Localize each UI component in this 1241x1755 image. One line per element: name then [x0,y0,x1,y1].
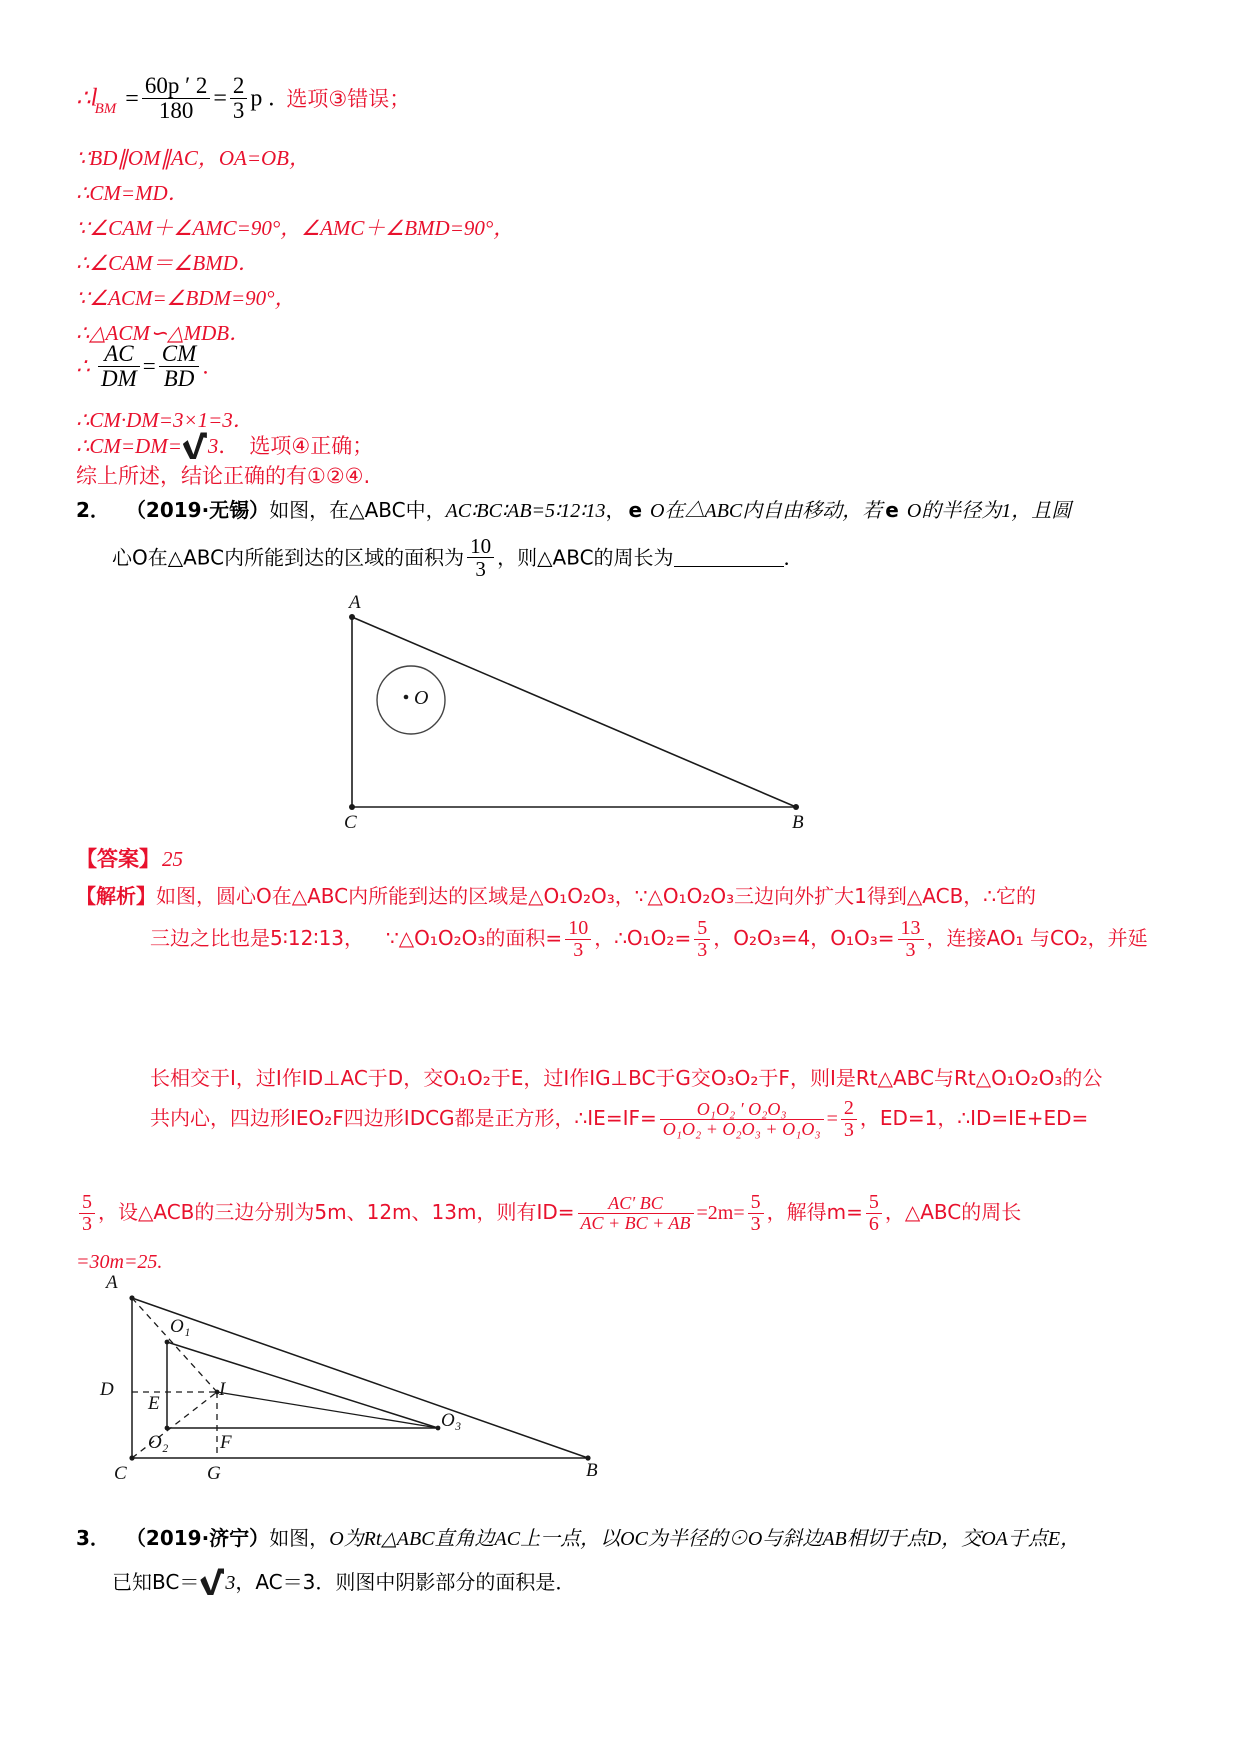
figure-2-label-F: F [220,1432,232,1453]
vertex-dot-C [349,804,355,810]
circle-symbol-icon-2: e [885,498,899,522]
figure-2-container [90,1272,650,1484]
figure-1-label-A: A [349,592,361,613]
fraction-numerator: AC [98,342,140,367]
vertex-dot-A [129,1295,134,1300]
equals-sign: = [142,353,156,379]
fraction-denominator: 6 [868,1213,879,1235]
period-mark: ． [202,354,224,379]
figure-2-svg [90,1280,650,1480]
vertex-dot-O2 [165,1426,170,1431]
problem-2-comma: ， [605,498,626,522]
problem-2-line-2 [112,535,804,580]
arc-symbol-l: l [90,84,98,112]
explanation-line-2 [150,918,1148,961]
fraction-numerator: 5 [748,1192,764,1214]
fraction-numerator: 60p ′ 2 [142,74,211,99]
vertex-dot-A [349,614,355,620]
equals-sign-1: = [125,85,139,112]
circle-center-dot-O [404,695,409,700]
fraction-5-over-3-O1O2 [694,918,710,961]
proof-line-1: ∵BD∥OM∥AC，OA=OB， [76,146,311,170]
fraction-denominator: BD [163,366,195,392]
explanation-line5-b: =2m= [696,1202,745,1224]
fraction-numerator: 2 [230,74,248,99]
fraction-denominator: 3 [573,939,584,961]
figure-1-label-B: B [792,812,804,833]
segment-O1O3 [167,1342,438,1428]
problem-3-source: （2019·济宁） [135,1526,270,1550]
fraction-numerator: O₁O₂ ′ O₂O₃ [660,1100,824,1120]
dashed-line-CO2-extended-I [132,1392,217,1458]
explanation-line4-a: 共内心，四边形IEO₂F四边形IDCG都是正方形，∴IE=IF= [150,1106,657,1130]
figure-2-label-O2: O₂ [148,1432,169,1453]
cm-dm-sqrt3-line [76,432,373,460]
radicand-3: 3 [207,434,219,458]
vertex-dot-B [793,804,799,810]
fraction-2-over-3 [230,74,248,123]
problem-3-text-part2: O为Rt△ABC直角边AC上一点，以OC为半径的⊙O与斜边AB相切于点D，交OA于点E， [329,1528,1081,1550]
fraction-IE-IF-expression [660,1100,824,1139]
explanation-line4-c: ，ED=1，∴ID=IE+ED= [859,1106,1089,1130]
problem-3-line2-b: ，AC＝3．则图中阴影部分的面积是． [235,1570,576,1594]
option-4-correct-comment: 选项④正确； [249,434,374,458]
explanation-line5-a: ，设△ACB的三边分别为5m、12m、13m，则有ID= [98,1200,575,1224]
figure-2-label-E: E [148,1393,160,1414]
figure-2-label-C: C [114,1463,127,1484]
arc-subscript-BM: BM [94,100,117,117]
fraction-denominator: 3 [82,1213,92,1235]
proof-line-4: ∴∠CAM＝∠BMD． [76,251,259,275]
explanation-line2-e: ，连接AO₁ 与CO₂，并延 [926,926,1148,950]
proof-line-6: ∴△ACM∽△MDB． [76,321,251,345]
segment-I-to-O3 [217,1392,438,1428]
vertex-dot-O3 [436,1426,441,1431]
fraction-denominator: 3 [232,98,245,124]
explanation-line2-d: ，O₂O₃=4，O₁O₃= [713,926,895,950]
explanation-line2-b: ∵△O₁O₂O₃的面积= [386,926,563,950]
figure-1-svg [300,590,860,850]
circle-symbol-icon-1: e [628,498,643,522]
fraction-denominator: 3 [905,939,916,961]
fraction-numerator: AC′ BC [578,1194,694,1214]
equals-sign-2: = [213,85,227,112]
explanation-line-1 [76,886,1036,907]
explanation-line-3: 长相交于I，过I作ID⊥AC于D，交O₁O₂于E，过I作IG⊥BC于G交O₃O₂于F，则I是Rt△ABC与Rt△O₁O₂O₃的公 [150,1066,1103,1090]
figure-1-container [300,590,860,850]
fraction-10-over-3 [467,535,494,580]
answer-label: 【答案】 [76,847,160,871]
answer-blank-field[interactable] [674,546,784,567]
figure-2-label-A: A [106,1272,118,1293]
explanation-line-6: =30m=25. [76,1251,163,1273]
figure-2-label-O3: O₃ [441,1410,462,1431]
segment-AB-outer [132,1298,588,1458]
similar-triangles-ratio-line [76,342,223,391]
fraction-denominator: 3 [843,1119,854,1141]
option-3-wrong-comment: 选项③错误； [286,86,411,111]
figure-2-label-I: I [219,1379,226,1400]
explanation-text-line1: 如图，圆心O在△ABC内所能到达的区域是△O₁O₂O₃，∵△O₁O₂O₃三边向外扩大1得到△ACB，∴它的 [156,884,1037,908]
answer-line [76,849,183,870]
problem-2-line2-part2: ，则△ABC的周长为 [497,545,674,570]
arc-length-formula-line [76,74,410,123]
fraction-10-over-3-area [565,918,591,961]
fraction-60pi-2-over-180 [142,74,211,123]
fraction-denominator: 3 [697,939,708,961]
fraction-13-over-3-O1O3 [898,918,924,961]
cm-dm-prefix: ∴CM=DM= [76,434,182,458]
explanation-line4-equals: = [826,1108,838,1130]
problem-3-line-1 [76,1528,1080,1549]
explanation-line2-a: 三边之比也是5∶12∶13， [150,926,365,950]
figure-2-label-D: D [100,1379,114,1400]
problem-2-text-part1: 如图，在△ABC中， [269,498,446,522]
explanation-line5-c: ，解得m= [766,1200,863,1224]
proof-line-3: ∵∠CAM＋∠AMC=90°，∠AMC＋∠BMD=90°， [76,216,515,240]
fraction-denominator: 3 [475,557,486,582]
fraction-denominator: DM [101,366,137,392]
explanation-line5-d: ，△ABC的周长 [884,1200,1022,1224]
problem-3-text-part1: 如图， [269,1526,330,1550]
fraction-denominator: 180 [158,98,194,124]
problem-2-number: 2． [76,498,110,522]
figure-2-label-G: G [207,1463,221,1484]
problem-3-radicand: 3 [225,1572,236,1594]
problem-2-source: （2019·无锡） [135,498,270,522]
problem-2-line2-end: ． [783,545,804,570]
vertex-dot-C [129,1455,134,1460]
fraction-numerator: 5 [79,1192,95,1214]
problem-2-ratio: AC∶BC∶AB=5∶12∶13 [445,500,606,522]
problem-2-text-part3: O在△ABC内自由移动，若 [645,500,883,522]
problem-3-line-2 [112,1568,575,1596]
fraction-5-over-3-eq [748,1192,764,1235]
fraction-AC-BC-over-perimeter [578,1194,694,1233]
problem-2-text-part4: O的半径为1，且圆 [901,500,1072,522]
problem-2-line2-part1: 心O在△ABC内所能到达的区域的面积为 [112,545,465,570]
period-mark: ． [218,434,240,458]
sqrt-radical-icon-2 [199,1568,229,1596]
figure-1-label-O: O [414,687,429,709]
figure-2-label-O1: O₁ [170,1316,191,1337]
figure-2-label-B: B [586,1460,598,1481]
explanation-line-5 [76,1192,1021,1235]
explanation-label: 【解析】 [76,884,156,908]
conclusion-line: 综上所述，结论正确的有①②④. [76,464,371,488]
fraction-denominator: O₁O₂ + O₂O₃ + O₁O₃ [662,1118,821,1139]
fraction-2-over-3-result [841,1098,857,1141]
sqrt-radical-icon [182,432,212,460]
answer-value: 25 [162,847,183,871]
fraction-AC-over-DM [98,342,140,391]
pi-suffix: p . [250,85,275,112]
therefore-symbol: ∴ [76,85,91,111]
problem-2-line-1 [76,500,1071,521]
therefore-symbol: ∴ [76,353,90,379]
problem-3-number: 3． [76,1526,110,1550]
fraction-numerator: 10 [565,918,591,940]
vertex-dot-O1 [165,1340,170,1345]
fraction-numerator: 5 [694,918,710,940]
fraction-numerator: 2 [841,1098,857,1120]
proof-line-2: ∴CM=MD． [76,181,189,205]
proof-line-5: ∵∠ACM=∠BDM=90°， [76,286,296,310]
fraction-5-over-3-ID [79,1192,95,1235]
fraction-denominator: 3 [750,1213,761,1235]
explanation-line2-c: ，∴O₁O₂= [594,926,692,950]
fraction-CM-over-BD [159,342,200,391]
fraction-numerator: 10 [467,535,494,558]
proof-line-7: ∴CM·DM=3×1=3． [76,408,254,432]
segment-AB [352,617,796,807]
figure-1-label-C: C [344,812,357,833]
fraction-numerator: CM [159,342,200,367]
fraction-denominator: AC + BC + AB [580,1212,691,1233]
problem-3-line2-a: 已知BC＝ [112,1570,200,1594]
circle-O [377,666,445,734]
fraction-numerator: 13 [898,918,924,940]
fraction-numerator: 5 [866,1192,882,1214]
explanation-line-4 [150,1098,1088,1141]
fraction-5-over-6-m [866,1192,882,1235]
